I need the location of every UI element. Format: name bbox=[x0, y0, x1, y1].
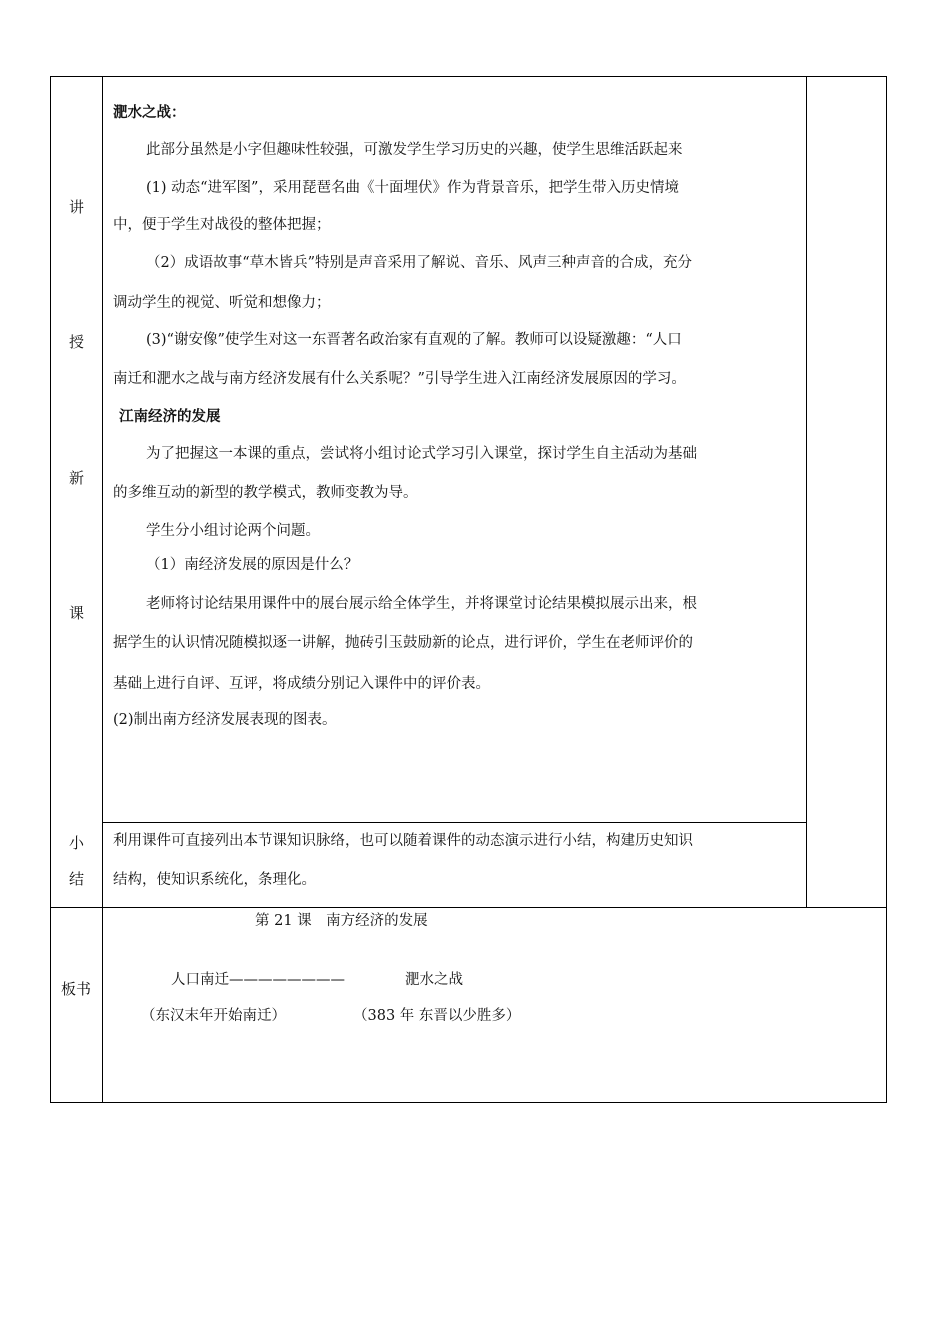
body-line-3: 中，便于学生对战役的整体把握； bbox=[113, 217, 331, 233]
row-divider-board bbox=[50, 907, 887, 908]
body-line-5: 调动学生的视觉、听觉和想像力； bbox=[113, 295, 331, 311]
side-label-ke: 课 bbox=[69, 604, 85, 622]
body-line-15: (2)制出南方经济发展表现的图表。 bbox=[113, 712, 337, 728]
board-battle-note: （383 年 东晋以少胜多） bbox=[353, 1008, 521, 1024]
row-divider-summary bbox=[102, 822, 806, 823]
heading-feishui: 淝水之战： bbox=[113, 105, 186, 121]
body-line-14: 基础上进行自评、互评，将成绩分别记入课件中的评价表。 bbox=[113, 676, 490, 692]
side-label-jiang: 讲 bbox=[69, 198, 85, 216]
body-line-9: 的多维互动的新型的教学模式，教师变教为导。 bbox=[113, 485, 418, 501]
body-line-10: 学生分小组讨论两个问题。 bbox=[146, 523, 320, 539]
side-label-jie: 结 bbox=[69, 870, 85, 888]
side-label-shou: 授 bbox=[69, 333, 85, 351]
body-line-8: 为了把握这一本课的重点，尝试将小组讨论式学习引入课堂，探讨学生自主活动为基础 bbox=[146, 446, 697, 462]
body-line-6: (3)“谢安像”使学生对这一东晋著名政治家有直观的了解。教师可以设疑激趣：“人口 bbox=[146, 332, 682, 348]
label-column-divider bbox=[102, 76, 103, 1103]
body-line-7: 南迁和淝水之战与南方经济发展有什么关系呢？”引导学生进入江南经济发展原因的学习。 bbox=[113, 371, 686, 387]
board-migration-note: （东汉末年开始南迁） bbox=[141, 1008, 286, 1024]
body-line-1: 此部分虽然是小字但趣味性较强，可激发学生学习历史的兴趣，使学生思维活跃起来 bbox=[146, 142, 683, 158]
side-label-board: 板书 bbox=[61, 980, 92, 998]
board-title: 第 21 课 南方经济的发展 bbox=[255, 913, 428, 929]
body-line-2: (1) 动态“进军图”，采用琵琶名曲《十面埋伏》作为背景音乐，把学生带入历史情境 bbox=[146, 180, 679, 196]
body-line-12: 老师将讨论结果用课件中的展台展示给全体学生，并将课堂讨论结果模拟展示出来，根 bbox=[146, 596, 697, 612]
right-column-divider bbox=[806, 76, 807, 907]
body-line-11: （1）南经济发展的原因是什么？ bbox=[146, 557, 359, 573]
side-label-xiao: 小 bbox=[69, 834, 85, 852]
side-label-xin: 新 bbox=[69, 469, 85, 487]
board-migration: 人口南迁———————— bbox=[171, 972, 345, 988]
summary-line-1: 利用课件可直接列出本节课知识脉络，也可以随着课件的动态演示进行小结，构建历史知识 bbox=[113, 833, 693, 849]
board-battle: 淝水之战 bbox=[405, 972, 463, 988]
summary-line-2: 结构，使知识系统化，条理化。 bbox=[113, 872, 316, 888]
body-line-13: 据学生的认识情况随模拟逐一讲解，抛砖引玉鼓励新的论点，进行评价，学生在老师评价的 bbox=[113, 635, 693, 651]
body-line-4: （2）成语故事“草木皆兵”特别是声音采用了解说、音乐、风声三种声音的合成，充分 bbox=[146, 255, 693, 271]
heading-jiangnan: 江南经济的发展 bbox=[119, 409, 221, 425]
